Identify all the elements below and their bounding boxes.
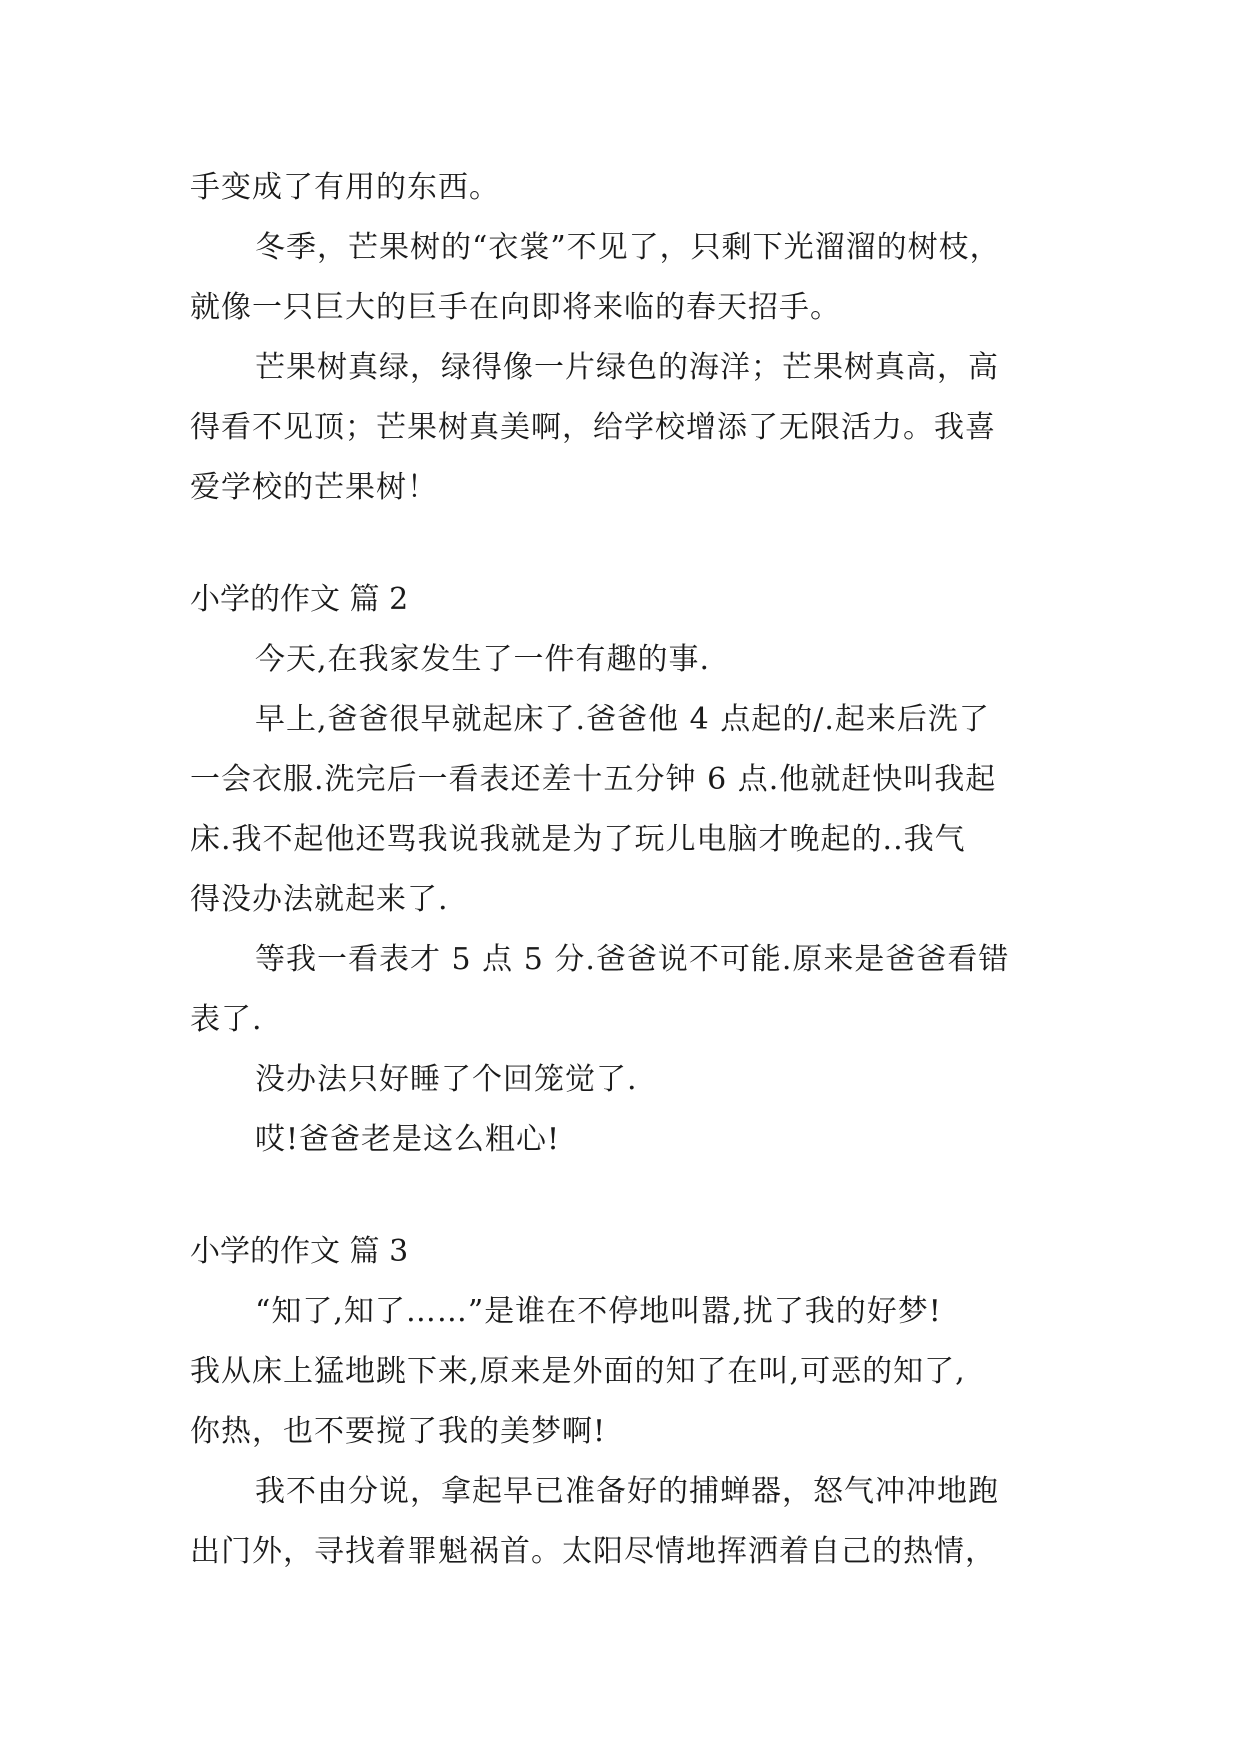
text-line: 床.我不起他还骂我说我就是为了玩儿电脑才晚起的..我气 [190, 822, 966, 857]
section-heading: 小学的作文 篇 3 [190, 1234, 409, 1269]
text-line: 得没办法就起来了. [190, 882, 449, 917]
text-line: 没办法只好睡了个回笼觉了. [255, 1062, 638, 1097]
text-line: 一会衣服.洗完后一看表还差十五分钟 6 点.他就赶快叫我起 [190, 762, 997, 797]
section-heading: 小学的作文 篇 2 [190, 582, 409, 617]
text-line: 表了. [190, 1002, 263, 1037]
text-line: 我不由分说，拿起早已准备好的捕蝉器，怒气冲冲地跑 [255, 1474, 999, 1509]
text-line: 出门外，寻找着罪魁祸首。太阳尽情地挥洒着自己的热情， [190, 1534, 996, 1569]
text-line: 就像一只巨大的巨手在向即将来临的春天招手。 [190, 290, 841, 325]
text-line: 早上,爸爸很早就起床了.爸爸他 4 点起的/.起来后洗了 [255, 702, 990, 737]
text-line: 今天,在我家发生了一件有趣的事. [255, 642, 711, 677]
text-line: 等我一看表才 5 点 5 分.爸爸说不可能.原来是爸爸看错 [255, 942, 1010, 977]
text-line: 我从床上猛地跳下来,原来是外面的知了在叫,可恶的知了, [190, 1354, 966, 1389]
text-line: “知了,知了……”是谁在不停地叫嚣,扰了我的好梦! [255, 1294, 942, 1329]
text-line: 哎!爸爸老是这么粗心! [255, 1122, 561, 1157]
text-line: 得看不见顶；芒果树真美啊，给学校增添了无限活力。我喜 [190, 410, 996, 445]
text-line: 芒果树真绿，绿得像一片绿色的海洋；芒果树真高，高 [255, 350, 999, 385]
text-line: 爱学校的芒果树！ [190, 470, 438, 505]
text-line: 你热，也不要搅了我的美梦啊! [190, 1414, 607, 1449]
text-line: 冬季，芒果树的“衣裳”不见了，只剩下光溜溜的树枝， [255, 230, 1001, 265]
text-line: 手变成了有用的东西。 [190, 170, 500, 205]
